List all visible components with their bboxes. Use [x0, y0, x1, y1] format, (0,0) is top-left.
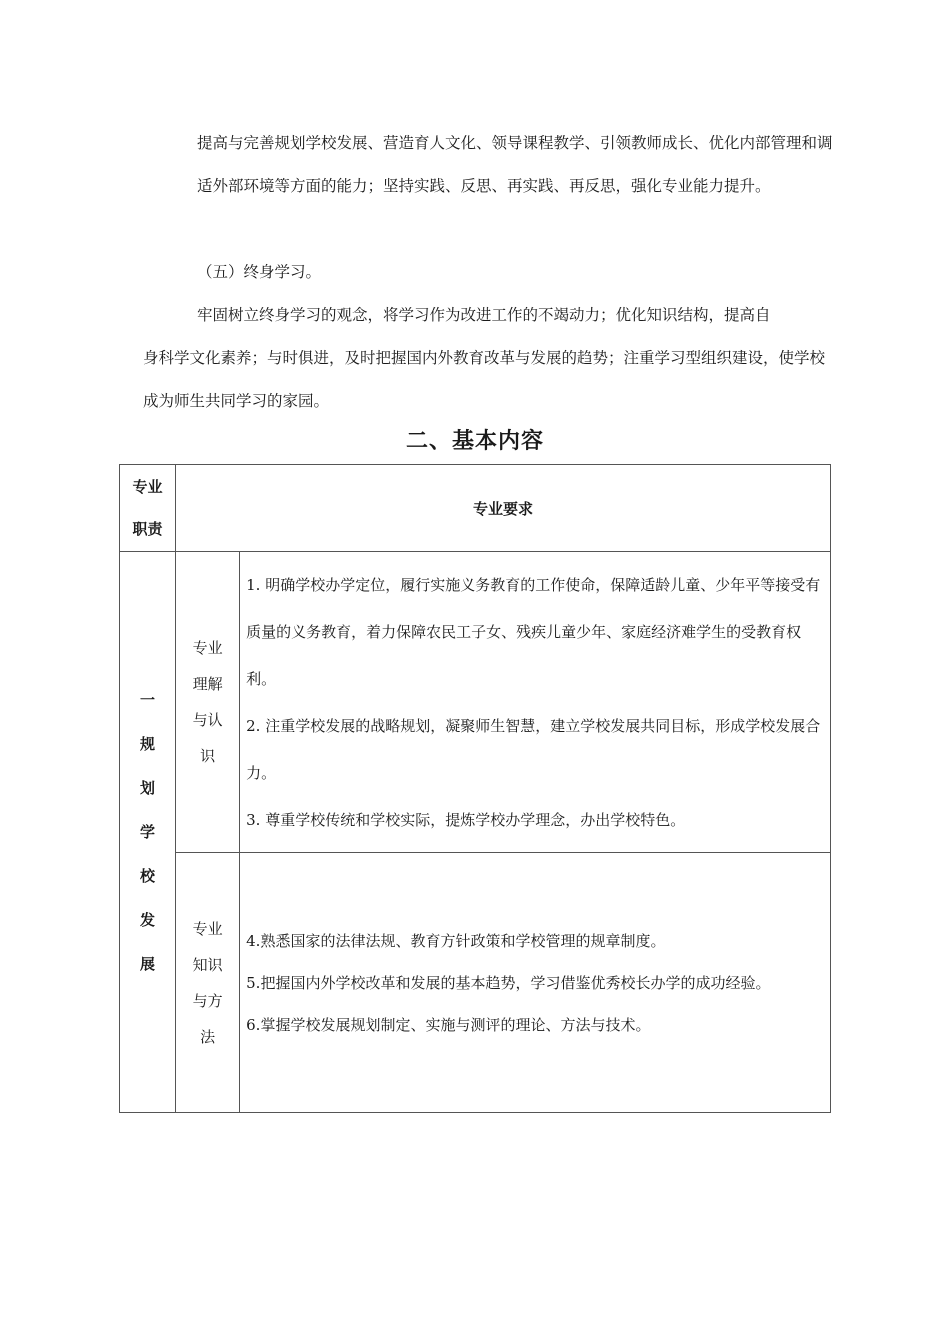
- requirement-item: 1. 明确学校办学定位，履行实施义务教育的工作使命，保障适龄儿童、少年平等接受有质量的义务教育，着力保障农民工子女、残疾儿童少年、家庭经济难学生的受教育权利。: [246, 576, 821, 688]
- duty-char: 划: [140, 779, 156, 797]
- sub-category-cell: [176, 552, 240, 853]
- sub-category-line: 专业: [192, 639, 223, 657]
- sub-category-cell: [176, 853, 240, 1113]
- paragraph-lifelong-first-line: 牢固树立终身学习的观念，将学习作为改进工作的不竭动力；优化知识结构，提高自: [197, 306, 771, 324]
- duty-char: 发: [140, 911, 156, 929]
- sub-category-line: 识: [200, 747, 216, 765]
- sub-category-line: 专业: [192, 919, 223, 938]
- sub-category-line: 法: [200, 1027, 216, 1046]
- requirement-item: 2. 注重学校发展的战略规划，凝聚师生智慧，建立学校发展共同目标，形成学校发展合力。: [246, 717, 821, 782]
- content-table: [119, 464, 831, 1113]
- sub-category-line: 与方: [192, 991, 223, 1010]
- sub-category-line: 知识: [192, 955, 223, 974]
- requirement-item: 3. 尊重学校传统和学校实际，提炼学校办学理念，办出学校特色。: [246, 811, 686, 829]
- section-title: 二、基本内容: [405, 429, 544, 454]
- requirement-item: 4.熟悉国家的法律法规、教育方针政策和学校管理的规章制度。: [246, 931, 666, 950]
- requirement-item: 6.掌握学校发展规划制定、实施与测评的理论、方法与技术。: [246, 1015, 651, 1034]
- paragraph-lifelong-rest: 身科学文化素养；与时俱进，及时把握国内外教育改革与发展的趋势；注重学习型组织建设，使学校成为师生共同学习的家园。: [143, 349, 826, 410]
- table-row: [120, 552, 831, 853]
- duty-char: 一: [140, 691, 156, 709]
- header-duty-line2: 职责: [132, 520, 163, 538]
- paragraph-ability: 提高与完善规划学校发展、营造育人文化、领导课程教学、引领教师成长、优化内部管理和调适外部环境等方面的能力；坚持实践、反思、再实践、再反思，强化专业能力提升。: [197, 134, 833, 195]
- duty-char: 规: [140, 735, 156, 753]
- duty-cell: [120, 552, 176, 1113]
- duty-char: 展: [140, 955, 156, 973]
- sub-category-line: 理解: [192, 675, 223, 693]
- header-duty-cell: [120, 465, 176, 552]
- header-duty-line1: 专业: [132, 478, 163, 496]
- requirement-item: 5.把握国内外学校改革和发展的基本趋势，学习借鉴优秀校长办学的成功经验。: [246, 973, 771, 992]
- heading-lifelong-learning: （五）终身学习。: [197, 263, 322, 281]
- header-requirement-cell: 专业要求: [176, 465, 831, 552]
- duty-char: 校: [140, 867, 156, 885]
- requirement-cell: [240, 552, 831, 853]
- table-row: [120, 853, 831, 1113]
- duty-char: 学: [140, 823, 156, 841]
- requirement-cell: [240, 853, 831, 1113]
- sub-category-line: 与认: [192, 711, 223, 729]
- table-header-row: [120, 465, 831, 552]
